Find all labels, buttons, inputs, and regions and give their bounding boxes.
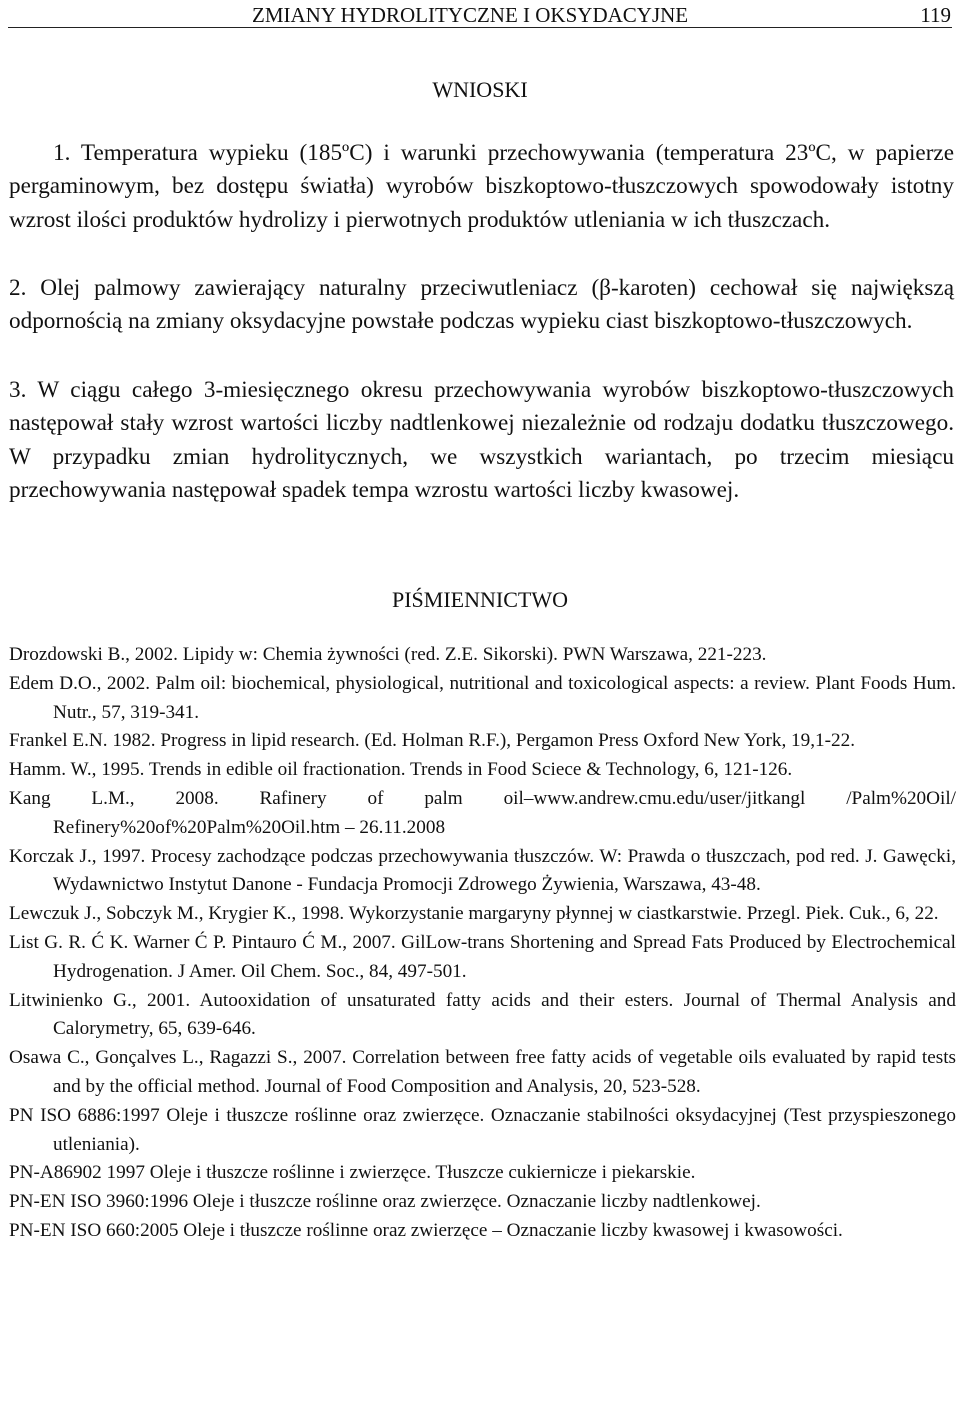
reference-item: Hamm. W., 1995. Trends in edible oil fractionation. Trends in Food Sciece & Technology, 6, 121-126. [9,759,793,781]
reference-item: List G. R. Ć K. Warner Ć P. Pintauro Ć M., 2007. GilLow-trans Shortening and Spread Fats Produced by Electrochemical Hydrogenation. J Amer. Oil Chem. Soc., 84, 497-501. [9,931,956,982]
reference-item: Kang L.M., 2008. Rafinery of palm oil–www.andrew.cmu.edu/user/jitkangl /Palm%20Oil/ Refinery%20of%20Palm%20Oil.htm – 26.11.2008 [9,787,956,838]
reference-list [9,641,956,1246]
references-heading: PIŚMIENNICTWO [392,587,568,612]
conclusion-item-2: 2. Olej palmowy zawierający naturalny przeciwutleniacz (β-karoten) cechował się największą odpornością na zmiany oksydacyjne powstałe podczas wypieku ciast biszkoptowo-tłuszczowych. [9,275,954,335]
reference-item: Korczak J., 1997. Procesy zachodzące podczas przechowywania tłuszczów. W: Prawda o tłuszczach, pod red. J. Gawęcki, Wydawnictwo Instytut Danone - Fundacja Promocji Zdrowego Żywienia, Warszawa, 43-48. [9,845,956,896]
running-title: ZMIANY HYDROLITYCZNE I OKSYDACYJNE [252,3,689,27]
reference-item: Osawa C., Gonçalves L., Ragazzi S., 2007. Correlation between free fatty acids of vegetable oils evaluated by rapid tests and by the official method. Journal of Food Composition and Analysis, 20, 523-528. [9,1047,956,1097]
conclusion-item-1: 1. Temperatura wypieku (185ºC) i warunki przechowywania (temperatura 23ºC, w papierze pergaminowym, bez dostępu światła) wyrobów biszkoptowo-tłuszczowych spowodowały istotny wzrost ilości produktów hydrolizy i pierwotnych produktów utleniania w ich tłuszczach. [9,140,954,233]
running-header [8,0,952,28]
reference-item: PN ISO 6886:1997 Oleje i tłuszcze roślinne oraz zwierzęce. Oznaczanie stabilności oksydacyjnej (Test przyspieszonego utleniania). [9,1104,956,1155]
reference-item: PN-A86902 1997 Oleje i tłuszcze roślinne i zwierzęce. Tłuszcze cukiernicze i piekarskie. [9,1162,696,1184]
reference-item: Lewczuk J., Sobczyk M., Krygier K., 1998. Wykorzystanie margaryny płynnej w ciastkarstwie. Przegl. Piek. Cuk., 6, 22. [9,903,939,925]
reference-item: Edem D.O., 2002. Palm oil: biochemical, physiological, nutritional and toxicological aspects: a review. Plant Foods Hum. Nutr., 57, 319-341. [9,672,956,723]
conclusions-heading: WNIOSKI [432,77,528,102]
page-number: 119 [920,3,951,27]
reference-item: Litwinienko G., 2001. Autooxidation of unsaturated fatty acids and their esters. Journal of Thermal Analysis and Calorymetry, 65, 639-646. [9,989,956,1040]
reference-item: Frankel E.N. 1982. Progress in lipid research. (Ed. Holman R.F.), Pergamon Press Oxford New York, 19,1-22. [9,730,855,752]
reference-item: PN-EN ISO 660:2005 Oleje i tłuszcze roślinne oraz zwierzęce – Oznaczanie liczby kwasowej i kwasowości. [9,1219,843,1241]
reference-item: PN-EN ISO 3960:1996 Oleje i tłuszcze roślinne oraz zwierzęce. Oznaczanie liczby nadtlenkowej. [9,1191,761,1213]
reference-item: Drozdowski B., 2002. Lipidy w: Chemia żywności (red. Z.E. Sikorski). PWN Warszawa, 221-223. [9,644,767,665]
conclusion-item-3: 3. W ciągu całego 3-miesięcznego okresu przechowywania wyrobów biszkoptowo-tłuszczowych następował stały wzrost wartości liczby nadtlenkowej niezależnie od rodzaju dodatku tłuszczowego. W przypadku zmian hydrolitycznych, we wszystkich wariantach, po trzecim miesiącu przechowywania następował spadek tempa wzrostu wartości liczby kwasowej. [9,377,954,503]
